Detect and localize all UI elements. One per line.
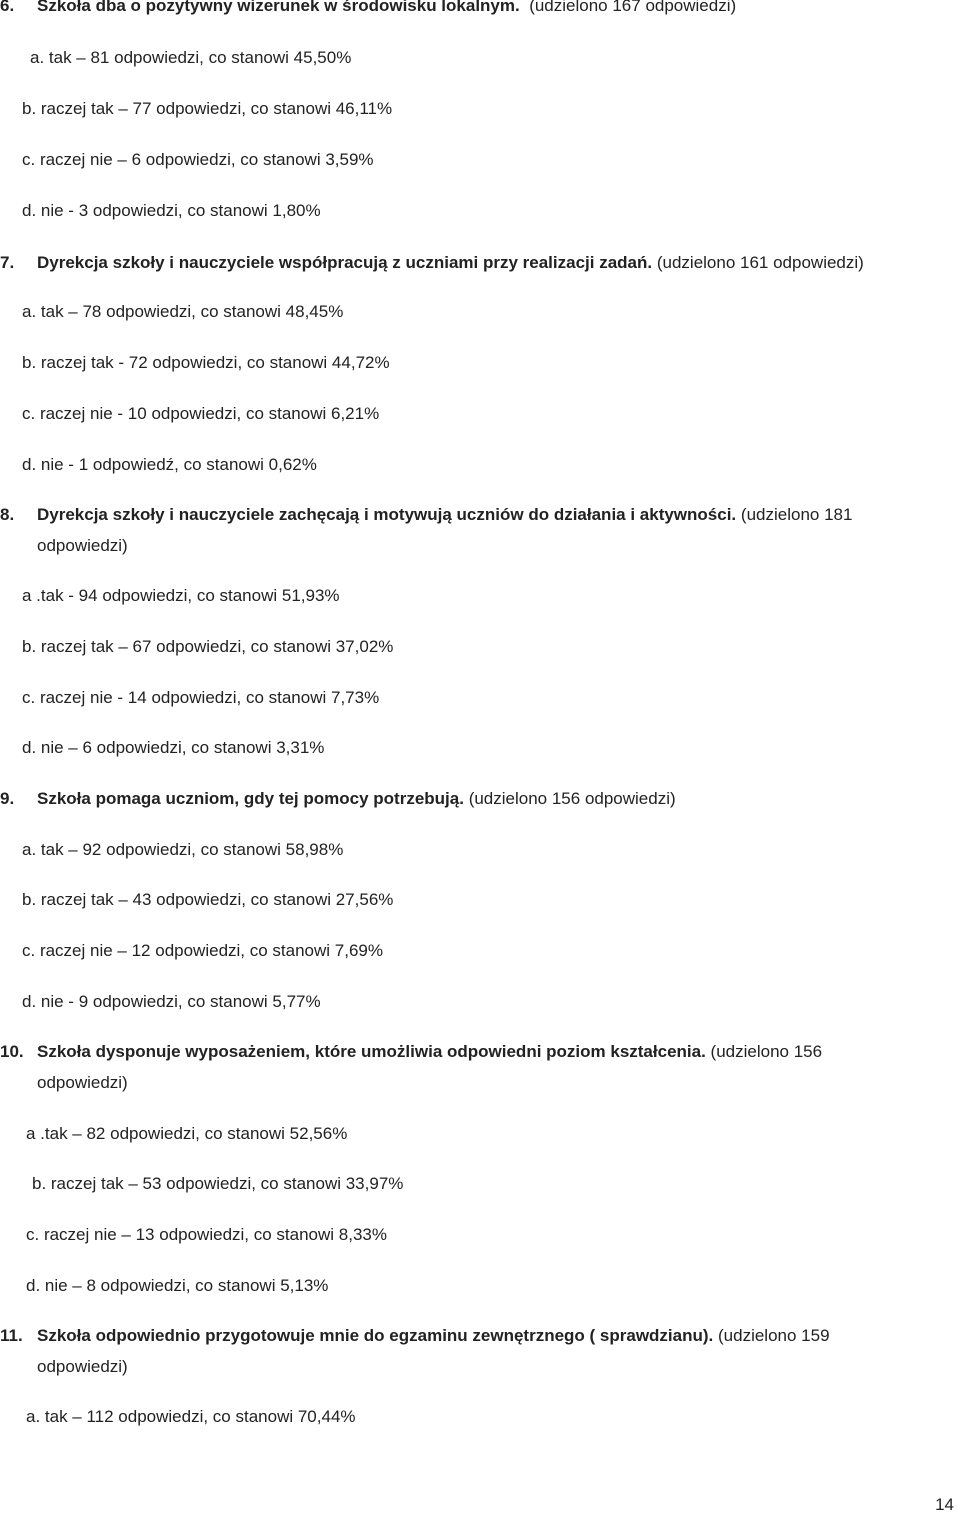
- answer-item: c. raczej nie - 10 odpowiedzi, co stanowi 6,21%: [22, 404, 380, 423]
- answer-item: c. raczej nie – 6 odpowiedzi, co stanowi 3,59%: [22, 150, 374, 169]
- response-count: (udzielono 156 odpowiedzi): [468, 789, 676, 808]
- response-count: (udzielono 159: [718, 1326, 830, 1345]
- answer-item: a. tak – 78 odpowiedzi, co stanowi 48,45%: [22, 302, 344, 321]
- question-title: Dyrekcja szkoły i nauczyciele współpracują z uczniami przy realizacji zadań.: [37, 253, 653, 272]
- answer-item: c. raczej nie – 13 odpowiedzi, co stanowi 8,33%: [26, 1225, 387, 1244]
- answer-item: d. nie – 8 odpowiedzi, co stanowi 5,13%: [26, 1276, 329, 1295]
- question-number: 7.: [0, 253, 15, 272]
- answer-item: b. raczej tak - 72 odpowiedzi, co stanowi 44,72%: [22, 353, 390, 372]
- answer-item: d. nie – 6 odpowiedzi, co stanowi 3,31%: [22, 738, 325, 757]
- answer-item: a. tak – 81 odpowiedzi, co stanowi 45,50%: [30, 48, 352, 67]
- response-count-continued: odpowiedzi): [37, 1073, 128, 1092]
- question-title: Szkoła dysponuje wyposażeniem, które umożliwia odpowiedni poziom kształcenia.: [37, 1042, 706, 1061]
- response-count-continued: odpowiedzi): [37, 1357, 128, 1376]
- answer-item: b. raczej tak – 53 odpowiedzi, co stanowi 33,97%: [32, 1174, 404, 1193]
- question-title: Szkoła dba o pozytywny wizerunek w środowisku lokalnym.: [37, 0, 520, 15]
- answer-item: d. nie - 1 odpowiedź, co stanowi 0,62%: [22, 455, 317, 474]
- answer-item: a. tak – 92 odpowiedzi, co stanowi 58,98%: [22, 840, 344, 859]
- answer-item: b. raczej tak – 67 odpowiedzi, co stanowi 37,02%: [22, 637, 394, 656]
- question-number: 11.: [0, 1326, 23, 1345]
- answer-item: a. tak – 112 odpowiedzi, co stanowi 70,44%: [26, 1407, 356, 1426]
- response-count: (udzielono 156: [710, 1042, 823, 1061]
- question-number: 10.: [0, 1042, 24, 1061]
- question-number: 9.: [0, 789, 15, 808]
- answer-item: c. raczej nie - 14 odpowiedzi, co stanowi 7,73%: [22, 688, 380, 707]
- answer-item: a .tak - 94 odpowiedzi, co stanowi 51,93%: [22, 586, 340, 605]
- response-count: (udzielono 181: [740, 505, 853, 524]
- answer-item: c. raczej nie – 12 odpowiedzi, co stanowi 7,69%: [22, 941, 383, 960]
- response-count: (udzielono 161 odpowiedzi): [656, 253, 864, 272]
- question-number: 8.: [0, 505, 15, 524]
- question-title: Szkoła odpowiednio przygotowuje mnie do egzaminu zewnętrznego ( sprawdzianu).: [37, 1326, 714, 1345]
- response-count-continued: odpowiedzi): [37, 536, 128, 555]
- answer-item: a .tak – 82 odpowiedzi, co stanowi 52,56%: [26, 1124, 348, 1143]
- question-title: Dyrekcja szkoły i nauczyciele zachęcają i motywują uczniów do działania i aktywności.: [37, 505, 737, 524]
- answer-item: b. raczej tak – 43 odpowiedzi, co stanowi 27,56%: [22, 890, 394, 909]
- answer-item: d. nie - 9 odpowiedzi, co stanowi 5,77%: [22, 992, 321, 1011]
- page-number: 14: [935, 1495, 954, 1514]
- answer-item: b. raczej tak – 77 odpowiedzi, co stanowi 46,11%: [22, 99, 393, 118]
- question-title: Szkoła pomaga uczniom, gdy tej pomocy potrzebują.: [37, 789, 464, 808]
- answer-item: d. nie - 3 odpowiedzi, co stanowi 1,80%: [22, 201, 321, 220]
- response-count: (udzielono 167 odpowiedzi): [529, 0, 737, 15]
- question-number: 6.: [0, 0, 15, 15]
